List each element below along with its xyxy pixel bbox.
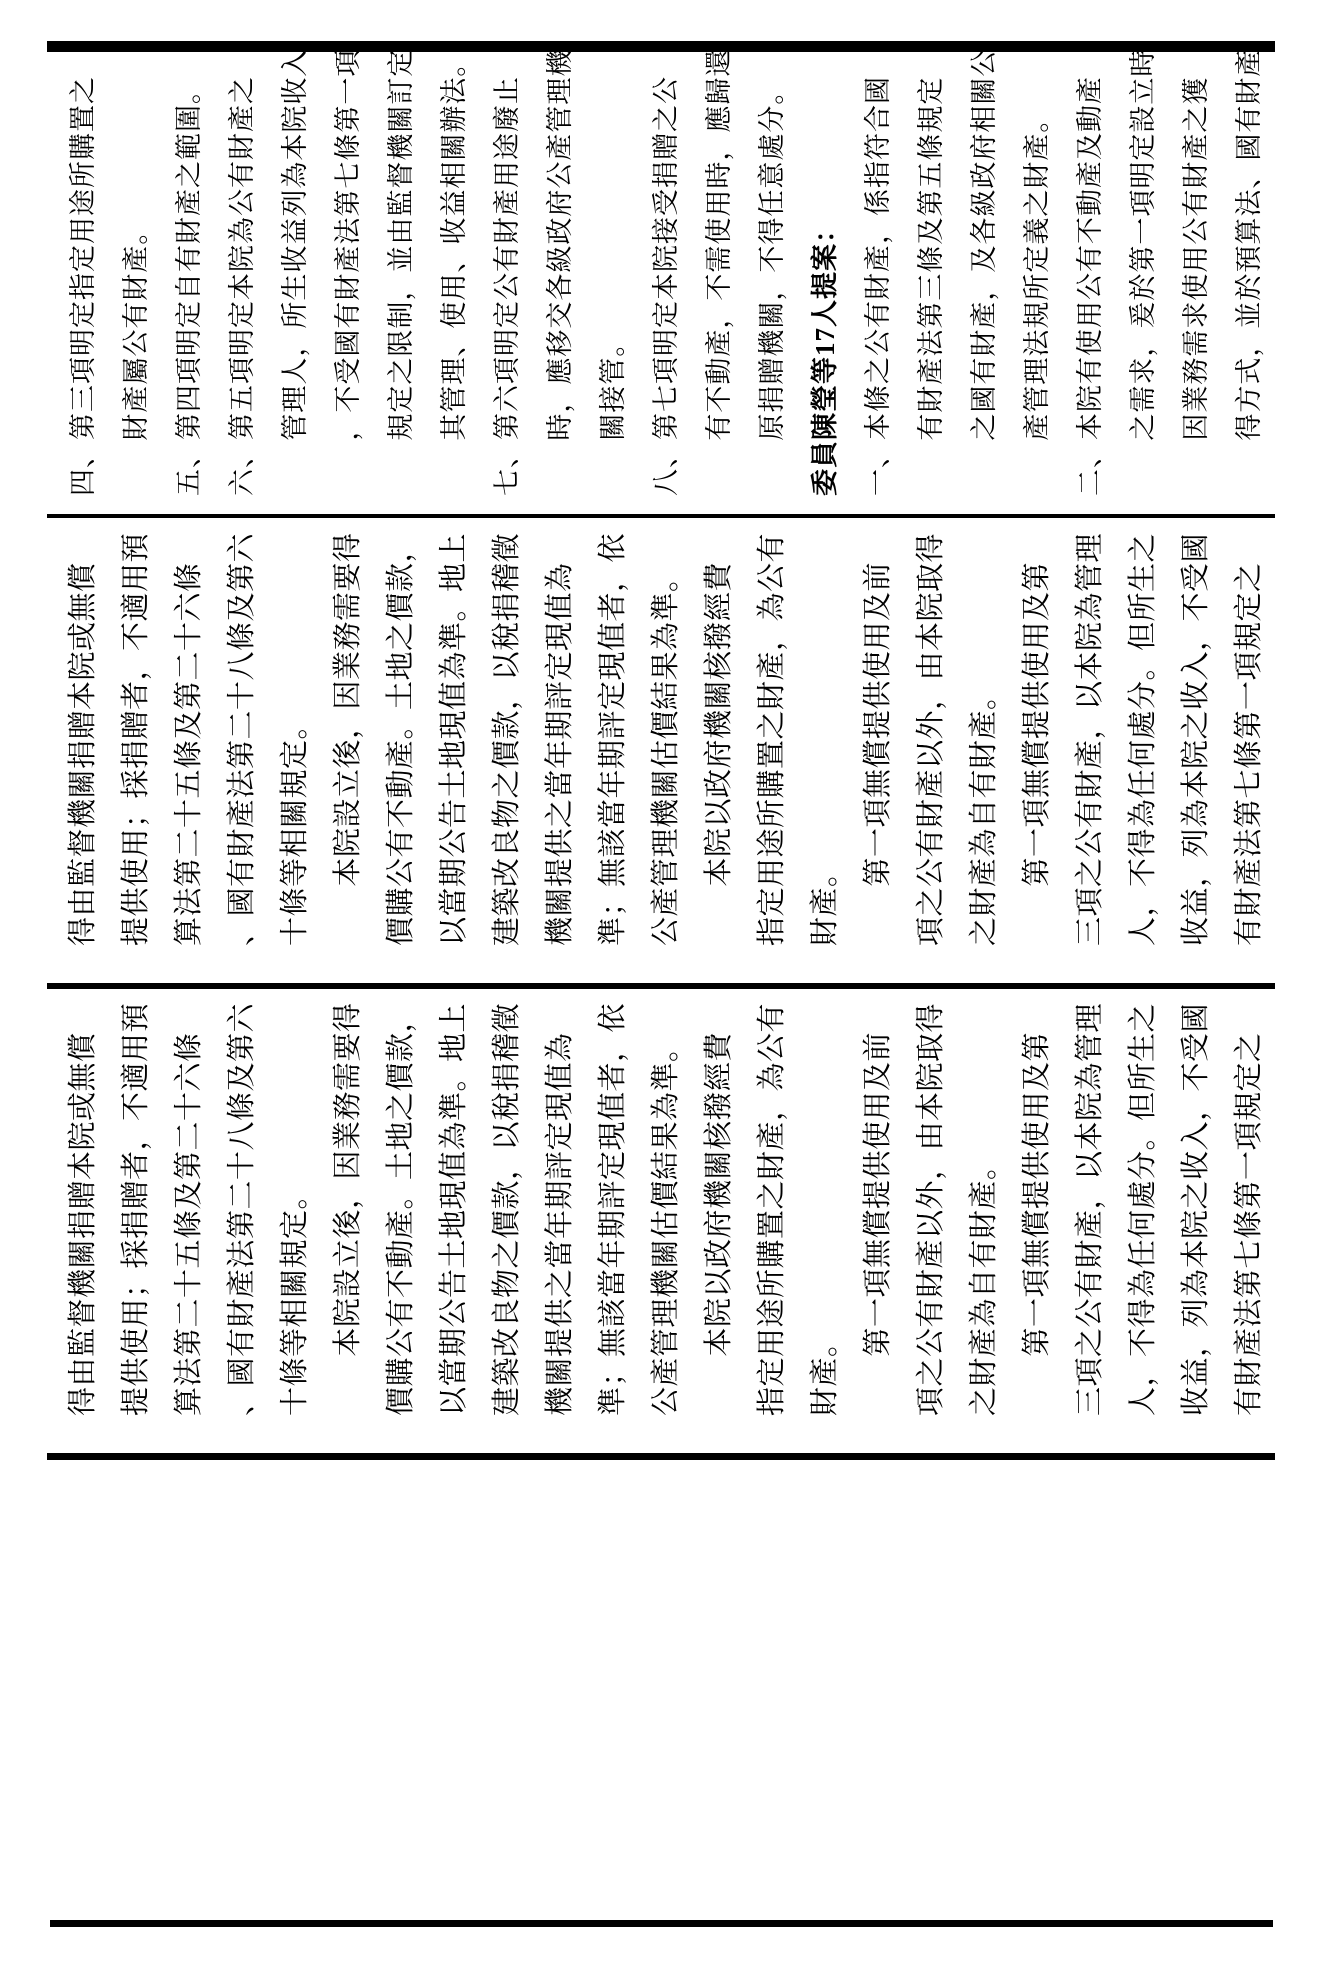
text-line: 第一項無償提供使用及第: [1021, 562, 1053, 887]
text-line: 有不動產，不需使用時，應歸還: [704, 48, 734, 441]
text-line: 產管理法規所定義之財產。: [1022, 104, 1052, 441]
text-line: 指定用途所購置之財產，為公有: [756, 1002, 788, 1416]
text-line: 之財產為自有財產。: [968, 1150, 1000, 1416]
text-line: 之財產為自有財產。: [968, 680, 1000, 946]
text-line: 本院以政府機關核撥經費: [703, 1032, 735, 1357]
text-line: 有財產法第三條及第五條規定: [916, 76, 946, 441]
text-line: 第一項無償提供使用及前: [862, 1032, 894, 1357]
text-line: 四、第三項明定指定用途所購置之: [68, 76, 98, 496]
text-line: 本院設立後，因業務需要得: [332, 1002, 364, 1357]
text-line: 項之公有財產以外，由本院取得: [915, 1002, 947, 1416]
text-line: 財產屬公有財產。: [121, 216, 151, 441]
text-line: 六、第五項明定本院為公有財產之: [227, 76, 257, 496]
text-line: 規定之限制，並由監督機關訂定: [386, 48, 416, 441]
text-line: 得方式，並於預算法、國有財產: [1234, 48, 1264, 441]
rotated-text-block: [45, 528, 1285, 970]
text-line: 管理人，所生收益列為本院收入: [280, 48, 310, 441]
text-line: 得由監督機關捐贈本院或無償: [67, 562, 99, 946]
text-line: 價購公有不動產。土地之價款，: [385, 1002, 417, 1416]
text-line: 建築改良物之價款，以稅捐稽徵: [491, 532, 523, 946]
text-line: 七、第六項明定公有財產用途廢止: [492, 76, 522, 496]
band-article-text-column-a: [45, 528, 1285, 970]
band-article-text-column-b: [45, 998, 1285, 1440]
text-line: 價購公有不動產。土地之價款，: [385, 532, 417, 946]
text-line: 機關提供之當年期評定現值為: [544, 1032, 576, 1416]
text-line: 項之公有財產以外，由本院取得: [915, 532, 947, 946]
text-line: 其管理、使用、收益相關辦法。: [439, 48, 469, 441]
text-line: 因業務需求使用公有財產之獲: [1181, 76, 1211, 441]
text-line: 準；無該當年期評定現值者，依: [597, 532, 629, 946]
rotated-text-block: [45, 998, 1285, 1440]
text-line: 二、本院有使用公有不動產及動產: [1075, 76, 1105, 496]
table-border-rule-top: [47, 41, 1275, 52]
text-line: 八、第七項明定本院接受捐贈之公: [651, 76, 681, 496]
band-explanation-column: [45, 48, 1285, 510]
text-line: 算法第二十五條及第二十六條: [173, 562, 205, 946]
text-line: 十條等相關規定。: [279, 709, 311, 946]
text-line: 機關提供之當年期評定現值為: [544, 562, 576, 946]
text-line: 之需求，爰於第一項明定設立時: [1128, 48, 1158, 441]
text-line: 有財產法第七條第一項規定之: [1233, 562, 1265, 946]
text-line: 提供使用；採捐贈者，不適用預: [120, 532, 152, 946]
text-line: 原捐贈機關，不得任意處分。: [757, 76, 787, 441]
page-border-rule-bottom: [50, 1920, 1273, 1927]
text-line: 一、本條之公有財產，係指符合國: [863, 76, 893, 496]
text-line: 人，不得為任何處分。但所生之: [1127, 1002, 1159, 1416]
text-line: 提供使用；採捐贈者，不適用預: [120, 1002, 152, 1416]
text-line: 財產。: [809, 857, 841, 946]
text-line: 十條等相關規定。: [279, 1179, 311, 1416]
table-rule-divider-2: [47, 983, 1275, 989]
text-line: 本院設立後，因業務需要得: [332, 532, 364, 887]
text-line: 建築改良物之價款，以稅捐稽徵: [491, 1002, 523, 1416]
text-line: 之國有財產，及各級政府相關公: [969, 48, 999, 441]
text-line: 五、第四項明定自有財產之範圍。: [174, 76, 204, 496]
rotated-text-block: [45, 48, 1285, 510]
text-line: 時，應移交各級政府公產管理機: [545, 48, 575, 441]
proposal-heading-line: 委員陳瑩等17人提案：: [810, 215, 840, 496]
text-line: 收益，列為本院之收入，不受國: [1180, 1002, 1212, 1416]
text-line: 關接管。: [598, 328, 628, 441]
text-line: 得由監督機關捐贈本院或無償: [67, 1032, 99, 1416]
text-line: 指定用途所購置之財產，為公有: [756, 532, 788, 946]
table-rule-divider-1: [47, 514, 1275, 518]
text-line: 以當期公告土地現值為準。地上: [438, 1002, 470, 1416]
text-line: 公產管理機關估價結果為準。: [650, 562, 682, 946]
text-line: 有財產法第七條第一項規定之: [1233, 1032, 1265, 1416]
text-line: 收益，列為本院之收入，不受國: [1180, 532, 1212, 946]
text-line: 、國有財產法第二十八條及第六: [226, 532, 258, 946]
text-line: 財產。: [809, 1327, 841, 1416]
text-line: 、國有財產法第二十八條及第六: [226, 1002, 258, 1416]
text-line: 公產管理機關估價結果為準。: [650, 1032, 682, 1416]
text-line: 以當期公告土地現值為準。地上: [438, 532, 470, 946]
text-line: 本院以政府機關核撥經費: [703, 562, 735, 887]
text-line: 三項之公有財產，以本院為管理: [1074, 532, 1106, 946]
text-line: 準；無該當年期評定現值者，依: [597, 1002, 629, 1416]
text-line: 算法第二十五條及第二十六條: [173, 1032, 205, 1416]
text-line: 第一項無償提供使用及前: [862, 562, 894, 887]
text-line: ，不受國有財產法第七條第一項: [333, 48, 363, 441]
text-line: 人，不得為任何處分。但所生之: [1127, 532, 1159, 946]
text-line: 第一項無償提供使用及第: [1021, 1032, 1053, 1357]
text-line: 三項之公有財產，以本院為管理: [1074, 1002, 1106, 1416]
table-border-rule-inner-bottom: [47, 1453, 1275, 1460]
